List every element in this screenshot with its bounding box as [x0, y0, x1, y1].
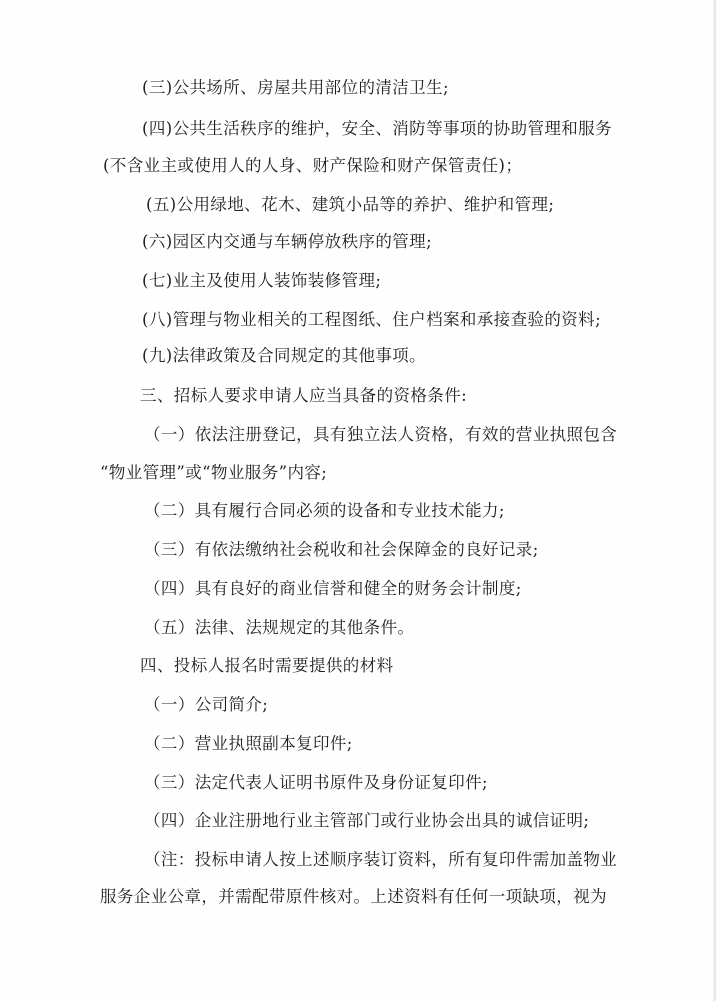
line-item-8: (八)管理与物业相关的工程图纸、住户档案和承接查验的资料; — [142, 310, 602, 329]
line-item-3: (三)公共场所、房屋共用部位的清洁卫生; — [142, 78, 449, 97]
qualification-3: （三）有依法缴纳社会税收和社会保障金的良好记录; — [144, 540, 539, 559]
material-4: （四）企业注册地行业主管部门或行业协会出具的诚信证明; — [144, 811, 590, 830]
material-2: （二）营业执照副本复印件; — [144, 734, 353, 753]
qualification-5: （五）法律、法规规定的其他条件。 — [144, 618, 415, 637]
qualification-1: （一）依法注册登记，具有独立法人资格，有效的营业执照包含 — [144, 425, 618, 444]
material-3: （三）法定代表人证明书原件及身份证复印件; — [144, 773, 488, 792]
line-item-4-cont: (不含业主或使用人的人身、财产保险和财产保管责任)； — [103, 156, 523, 175]
line-item-6: (六)园区内交通与车辆停放秩序的管理; — [142, 232, 433, 251]
line-item-5: (五)公用绿地、花木、建筑小品等的养护、维护和管理; — [146, 195, 555, 214]
line-item-7: (七)业主及使用人装饰装修管理; — [142, 271, 382, 290]
material-1: （一）公司简介; — [144, 695, 269, 714]
note-line-1: （注：投标申请人按上述顺序装订资料，所有复印件需加盖物业 — [144, 850, 618, 869]
qualification-2: （二）具有履行合同必须的设备和专业技术能力; — [144, 501, 505, 520]
section-heading-3: 三、招标人要求申请人应当具备的资格条件: — [140, 386, 468, 405]
note-line-2: 服务企业公章，并需配带原件核对。上述资料有任何一项缺项，视为 — [100, 887, 607, 906]
line-item-4: (四)公共生活秩序的维护，安全、消防等事项的协助管理和服务 — [142, 119, 612, 138]
qualification-4: （四）具有良好的商业信誉和健全的财务会计制度; — [144, 579, 522, 598]
qualification-1-cont: “物业管理”或“物业服务”内容; — [100, 463, 328, 482]
section-heading-4: 四、投标人报名时需要提供的材料 — [140, 656, 394, 675]
line-item-9: (九)法律政策及合同规定的其他事项。 — [142, 346, 427, 365]
